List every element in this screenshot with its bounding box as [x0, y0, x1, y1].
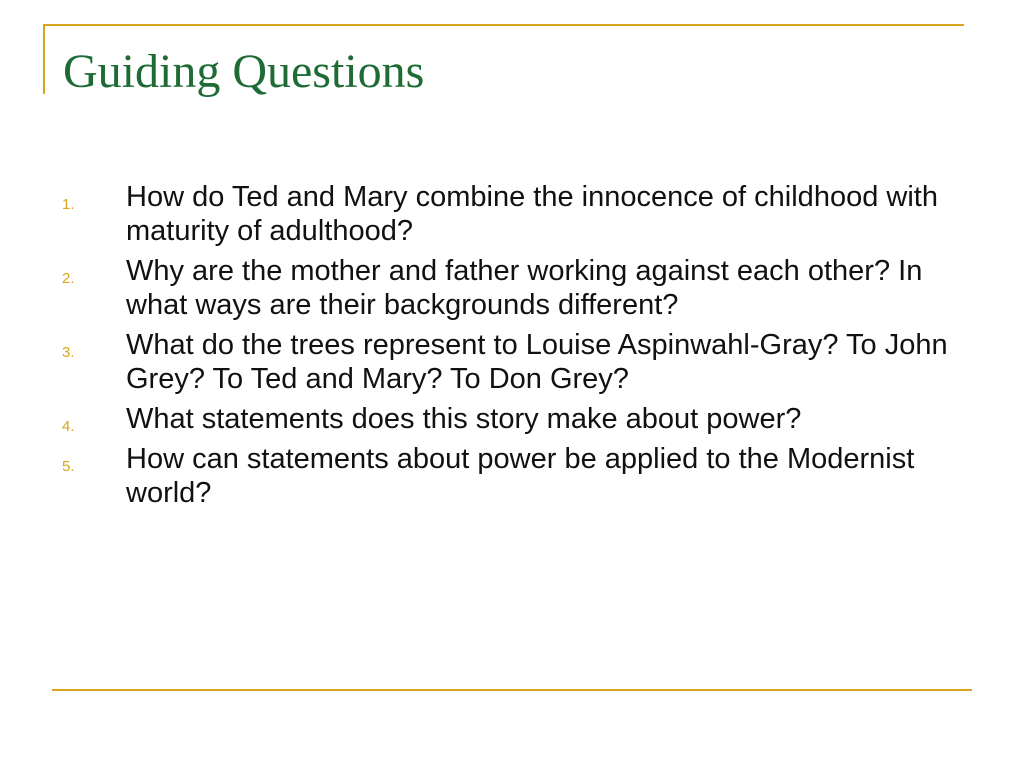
- question-number: 4.: [62, 418, 75, 435]
- bottom-rule: [52, 689, 972, 691]
- title-frame-left-rule: [43, 24, 45, 94]
- list-item: [62, 328, 972, 396]
- question-text: How do Ted and Mary combine the innocence of childhood with maturity of adulthood?: [126, 181, 938, 247]
- question-text: What do the trees represent to Louise Aspinwahl-Gray? To John Grey? To Ted and Mary? To Don Grey?: [126, 329, 948, 395]
- question-text: Why are the mother and father working against each other? In what ways are their backgrounds different?: [126, 255, 923, 321]
- list-item: [62, 402, 972, 436]
- question-text: How can statements about power be applied to the Modernist world?: [126, 443, 915, 509]
- list-item: [62, 180, 972, 248]
- list-item: [62, 254, 972, 322]
- title-frame-top-rule: [43, 24, 964, 26]
- slide-title: Guiding Questions: [63, 45, 425, 98]
- list-item: [62, 442, 972, 510]
- question-number: 3.: [62, 344, 75, 361]
- question-list: [62, 180, 972, 516]
- question-number: 2.: [62, 270, 75, 287]
- question-text: What statements does this story make about power?: [126, 403, 802, 435]
- question-number: 1.: [62, 196, 75, 213]
- question-number: 5.: [62, 458, 75, 475]
